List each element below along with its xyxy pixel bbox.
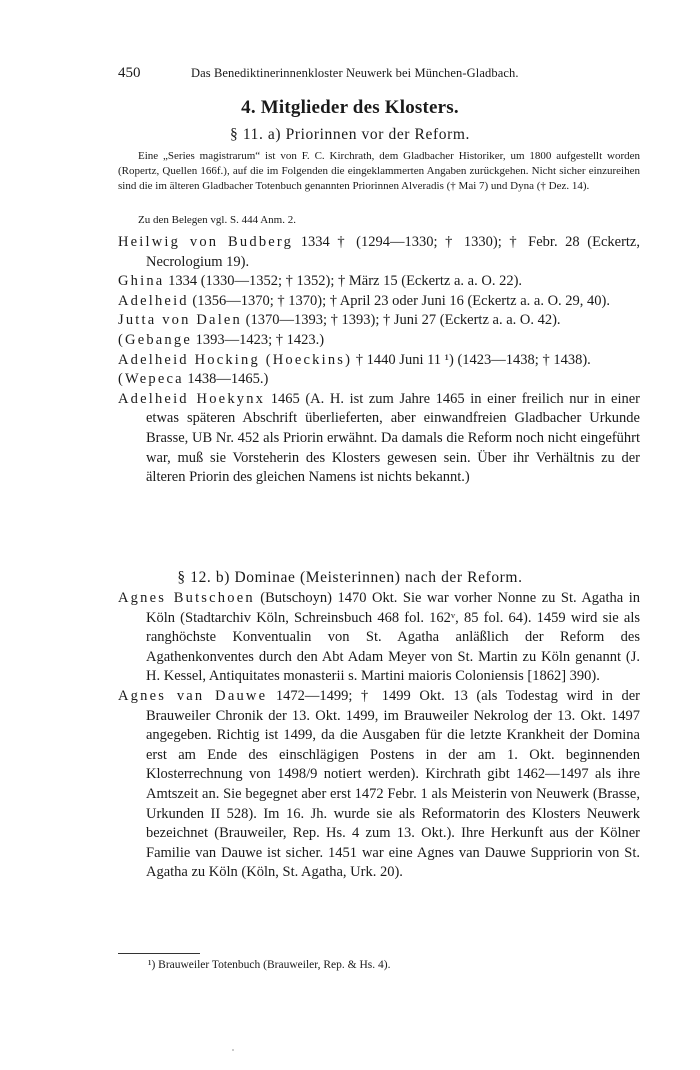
footnote: ¹) Brauweiler Totenbuch (Brauweiler, Rep. & Hs. 4). [148,959,391,971]
list-item [118,589,640,687]
entry-text: (1370—1393; † 1393); † Juni 27 (Eckertz a. a. O. 42). [242,312,561,329]
list-item [118,272,640,292]
entry-text: (1356—1370; † 1370); † April 23 oder Juni 16 (Eckertz a. a. O. 29, 40). [188,292,610,309]
list-item [118,292,640,312]
entry-name: Adelheid Hoekynx [118,390,266,407]
entry-name: Ghina [118,273,165,290]
chapter-title: 4. Mitglieder des Klosters. [241,97,459,118]
section-note: Zu den Belegen vgl. S. 444 Anm. 2. [138,214,296,226]
running-title: Das Benediktinerinnenkloster Neuwerk bei München-Gladbach. [191,66,519,80]
section-title-priorinnen: § 11. a) Priorinnen vor der Reform. [230,126,470,143]
entry-name: Adelheid [118,292,189,309]
entry-text: 1472—1499; † 1499 Okt. 13 (als Todestag wird in der Brauweiler Chronik der 13. Okt. 1499, im Brauweiler Nekrolog der 13. Okt. 1497 angegeben. Richtig ist 1499, da die Ausgaben für die letzte Krankheit der Domina erst am Ende des einschlägigen Postens in der am 1. Okt. beginnenden Klosterrechnung von 1498/9 notiert werden). Kirchrath gibt 1462—1497 als ihre Amtszeit an. Sie begegnet aber erst 1472 Febr. 1 als Meisterin von Neuwerk (Brasse, Urkunden II 528). Im 16. Jh. wurde sie als Reformatorin des Klosters Neuwerk bezeichnet (Brauweiler, Rep. Hs. 4 zum 13. Okt.). Ihre Herkunft aus der Kölner Familie van Dauwe ist sicher. 1451 war eine Agnes van Dauwe Suppriorin von St. Agatha zu Köln (Köln, St. Agatha, Urk. 20). [146,687,640,881]
dominae-list [118,589,640,883]
list-item [118,687,640,883]
entry-name: Agnes Butschoen [118,590,255,606]
entry-text: 1334 (1330—1352; † 1352); † März 15 (Eckertz a. a. O. 22). [164,273,523,290]
entry-text: † 1440 Juni 11 ¹) (1423—1438; † 1438). [352,351,591,368]
entry-name: Heilwig von Budberg [118,234,294,250]
running-head [118,63,578,83]
list-item [118,311,640,331]
entry-name: Adelheid Hocking (Hoeckins) [118,351,353,368]
entry-name: (Gebange [118,331,192,348]
entry-name: Agnes van Dauwe [118,687,268,704]
prioress-list [118,233,640,488]
footnote-divider [118,953,200,954]
entry-text: (Butschoyn) 1470 Okt. Sie war vorher Nonne zu St. Agatha in Köln (Stadtarchiv Köln, Schreinsbuch 468 fol. 162ᵛ, 85 fol. 64). 1459 wird sie als ranghöchste Konventualin von St. Agatha anläßlich der Reform des Agathenkonventes durch den Abt Adam Meyer von St. Martin zu Köln genannt (J. H. Kessel, Antiquitates monasterii s. Martini maioris Coloniensis [1862] 390). [146,590,640,685]
list-item [118,390,640,488]
entry-text: 1438—1465.) [183,371,269,388]
section-title-dominae: § 12. b) Dominae (Meisterinnen) nach der Reform. [177,569,523,586]
entry-text: 1334 † (1294—1330; † 1330); † Febr. 28 (Eckertz, Necrologium 19). [146,234,640,270]
section-intro-paragraph: Eine „Series magistrarum“ ist von F. C. Kirchrath, dem Gladbacher Historiker, um 1800 aufgestellt worden (Ropertz, Quellen 166f.), auf die im Folgenden die eingeklammerten Angaben zurückgehen. Nicht sicher einzureihen sind die im älteren Gladbacher Totenbuch genannten Priorinnen Alveradis († Mai 7) und Dyna († Dez. 14). [118,150,640,193]
entry-name: Jutta von Dalen [118,312,243,329]
list-item [118,331,640,351]
entry-text: 1465 (A. H. ist zum Jahre 1465 in einer freilich nur in einer etwas späteren Abschrift überlieferten, aber einwandfreien Gladbacher Urkunde Brasse, UB Nr. 452 als Priorin erwähnt. Da damals die Reform noch nicht eingeführt war, muß sie Vorsteherin des Klosters gewesen sein. Über ihr Verhältnis zu der älteren Priorin des gleichen Namens ist nichts bekannt.) [146,390,640,486]
entry-text: 1393—1423; † 1423.) [191,331,325,348]
list-item [118,370,640,390]
paper-speck [232,1049,234,1051]
list-item [118,233,640,272]
entry-name: (Wepeca [118,371,184,388]
page-number: 450 [118,65,141,81]
list-item [118,351,640,371]
